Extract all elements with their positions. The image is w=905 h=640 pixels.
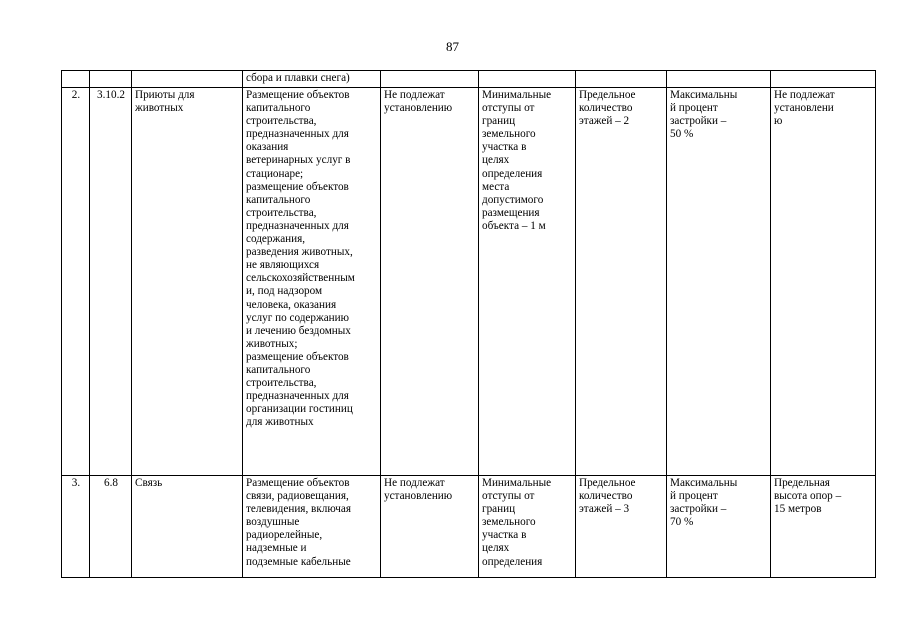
cell-coverage — [667, 71, 771, 88]
cell-other: Предельная высота опор – 15 метров — [771, 476, 876, 578]
cell-floors: Предельное количество этажей – 3 — [576, 476, 667, 578]
cell-setback: Минимальные отступы от границ земельного участка в целях определения места допустимого размещения объекта – 1 м — [479, 88, 576, 476]
cell-name: Связь — [132, 476, 243, 578]
cell-description: Размещение объектов связи, радиовещания, телевидения, включая воздушные радиорелейные, надземные и подземные кабельные — [243, 476, 381, 578]
cell-setback — [479, 71, 576, 88]
table-row-continuation — [62, 71, 876, 88]
cell-num: 3. — [62, 476, 90, 578]
table-row — [62, 88, 876, 476]
cell-description: Размещение объектов капитального строительства, предназначенных для оказания ветеринарных услуг в стационаре; размещение объектов капитального строительства, предназначенных для содержания, разведения животных, не являющихся сельскохозяйственным и, под надзором человека, оказания услуг по содержанию и лечению бездомных животных; размещение объектов капитального строительства, предназначенных для организации гостиниц для животных — [243, 88, 381, 476]
cell-code: 3.10.2 — [90, 88, 132, 476]
cell-area — [381, 71, 479, 88]
cell-setback: Минимальные отступы от границ земельного участка в целях определения — [479, 476, 576, 578]
cell-area: Не подлежат установлению — [381, 88, 479, 476]
cell-description: сбора и плавки снега) — [243, 71, 381, 88]
table-row — [62, 476, 876, 578]
cell-num — [62, 71, 90, 88]
zoning-table — [61, 70, 876, 578]
cell-floors: Предельное количество этажей – 2 — [576, 88, 667, 476]
cell-area: Не подлежат установлению — [381, 476, 479, 578]
cell-name — [132, 71, 243, 88]
cell-num: 2. — [62, 88, 90, 476]
cell-code: 6.8 — [90, 476, 132, 578]
cell-coverage: Максимальны й процент застройки – 50 % — [667, 88, 771, 476]
cell-other — [771, 71, 876, 88]
cell-coverage: Максимальны й процент застройки – 70 % — [667, 476, 771, 578]
cell-other: Не подлежат установлени ю — [771, 88, 876, 476]
cell-code — [90, 71, 132, 88]
cell-floors — [576, 71, 667, 88]
page-number: 87 — [446, 39, 459, 54]
cell-name: Приюты для животных — [132, 88, 243, 476]
